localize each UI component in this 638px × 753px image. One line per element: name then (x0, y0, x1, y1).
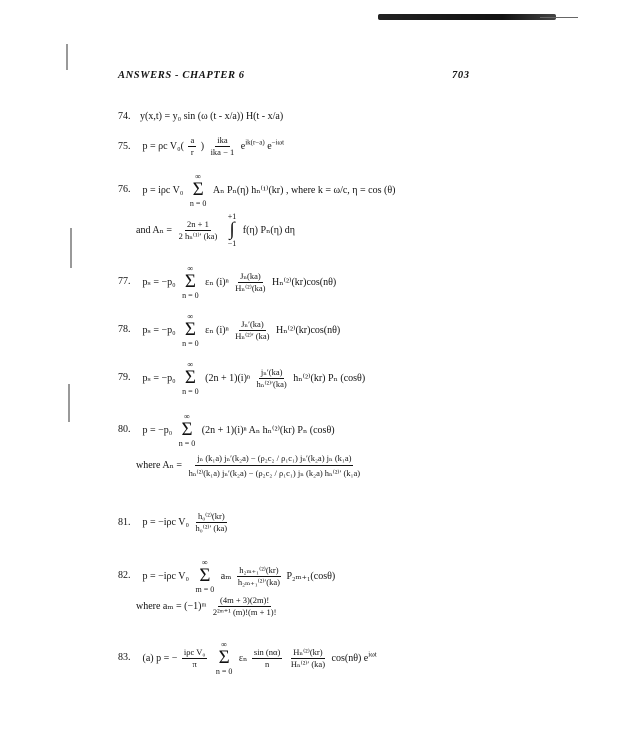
margin-mark (70, 228, 72, 268)
numerator: a (190, 135, 195, 145)
equation-81 (118, 512, 231, 533)
margin-mark (68, 384, 70, 422)
summation (196, 558, 215, 594)
exponent: ik(r−a) (245, 138, 265, 147)
fraction (187, 452, 363, 479)
equation-term: εₙ (i)ⁿ (205, 276, 229, 288)
equation-number: 79. (118, 372, 131, 384)
equation-75 (118, 136, 284, 157)
sum-lower: n = 0 (215, 667, 233, 676)
base: e (264, 141, 272, 152)
denominator: π (192, 658, 197, 669)
sigma-symbol: Σ (192, 179, 204, 200)
summation (182, 360, 199, 396)
chapter-header: ANSWERS - CHAPTER 6 (118, 70, 245, 81)
equation-76 (118, 172, 395, 208)
fraction (211, 596, 279, 617)
numerator: Hₙ⁽²⁾(kr) (293, 646, 323, 657)
exponent: −iωt (271, 138, 285, 147)
paren: ) (200, 141, 205, 152)
equation-number: 74. (118, 111, 131, 122)
integral-symbol: ∫ (229, 219, 235, 240)
equation-77 (118, 264, 336, 300)
equation-text: y(x,t) = y₀ sin (ω (t - x/a)) H(t - x/a) (140, 111, 284, 122)
numerator: Jₙ′(ka) (241, 318, 264, 329)
numerator: Jₙ(ka) (240, 270, 261, 281)
sum-upper: ∞ (195, 172, 201, 181)
summation (190, 172, 207, 208)
denominator: Hₙ⁽²⁾(ka) (235, 282, 266, 293)
exponential (331, 650, 377, 664)
equation-80 (118, 412, 335, 448)
summation (182, 312, 199, 348)
integral-upper: +1 (227, 212, 237, 221)
denominator: hₙ⁽²⁾(k₁a) jₙ′(k₂a) − (ρ₂c₂ / ρ₁c₁) jₙ (k₂a) hₙ⁽²⁾′ (k₁a) (188, 468, 361, 478)
base: e (240, 141, 246, 152)
equation-lhs: p = iρc V₀ (142, 184, 184, 196)
scan-artifact-bar (378, 14, 556, 20)
equation-lhs: p = −iρc V₀ (142, 517, 190, 528)
denominator: r (190, 147, 194, 157)
sum-lower: n = 0 (182, 291, 199, 300)
summation (216, 640, 233, 676)
equation-body: Aₙ Pₙ(η) hₙ⁽¹⁾(kr) , where k = ω/c, η = cos (θ) (212, 184, 396, 196)
equation-82 (118, 558, 335, 594)
equation-term: Hₙ⁽²⁾(kr)cos(nθ) (276, 324, 341, 336)
sum-lower: n = 0 (178, 439, 196, 448)
fraction (233, 320, 271, 341)
equation-term: P₂ₘ₊₁(cosθ) (286, 570, 336, 582)
equation-lhs: p = −iρc V₀ (142, 570, 190, 582)
fraction (194, 512, 230, 533)
denominator: 2 hₙ⁽¹⁾′ (ka) (178, 230, 218, 241)
integrand: f(η) Pₙ(η) dη (242, 224, 296, 236)
denominator: Hₙ⁽²⁾′ (ka) (235, 330, 270, 341)
fraction (182, 648, 207, 669)
equation-lhs: (a) p = − (142, 652, 178, 664)
sigma-symbol: Σ (218, 647, 230, 668)
equation-term: (2n + 1)(i)ⁿ (205, 372, 251, 384)
fraction (209, 136, 237, 157)
numerator: h₀⁽²⁾(kr) (197, 511, 225, 521)
fraction (177, 220, 220, 241)
denominator: h₀⁽²⁾′ (ka) (195, 523, 228, 533)
sum-upper: ∞ (221, 640, 227, 649)
scan-artifact-line (540, 17, 578, 18)
numerator: jₙ′(ka) (260, 366, 283, 377)
base: cos(nθ) e (331, 652, 369, 664)
equation-lhs: pₛ = −p₀ (142, 324, 176, 336)
equation-74 (118, 111, 283, 122)
sigma-symbol: Σ (199, 565, 211, 586)
numerator: h₂ₘ₊₁⁽²⁾(kr) (239, 564, 279, 575)
equation-body: (2n + 1)(i)ⁿ Aₙ hₙ⁽²⁾(kr) Pₙ (cosθ) (201, 424, 335, 436)
numerator: (4m + 3)(2m)! (220, 595, 270, 605)
equation-number: 80. (118, 424, 131, 436)
fraction (289, 648, 327, 669)
fraction (233, 272, 267, 293)
sum-lower: m = 0 (195, 585, 215, 594)
equation-number: 78. (118, 324, 131, 336)
equation-lhs: p = −p₀ (142, 424, 173, 436)
denominator: n (264, 658, 270, 669)
denominator: hₙ⁽²⁾′(ka) (256, 378, 287, 389)
sum-lower: n = 0 (182, 339, 199, 348)
equation-79 (118, 360, 365, 396)
equation-number: 82. (118, 570, 131, 582)
integral (228, 212, 237, 248)
numerator: 2n + 1 (187, 218, 209, 229)
equation-lhs: p = ρc V₀( (142, 141, 184, 152)
sigma-symbol: Σ (184, 367, 196, 388)
equation-lhs: pₛ = −p₀ (142, 276, 176, 288)
page-number: 703 (452, 70, 470, 81)
label: and Aₙ = (136, 224, 173, 236)
equation-83 (118, 640, 377, 676)
equation-term: aₘ (220, 570, 232, 582)
margin-mark (66, 44, 68, 70)
equation-term: εₙ (238, 652, 248, 664)
numerator: iρc V₀ (183, 646, 206, 657)
exponential (240, 138, 285, 152)
denominator: ika − 1 (210, 147, 235, 157)
sigma-symbol: Σ (184, 319, 196, 340)
summation (182, 264, 199, 300)
sigma-symbol: Σ (184, 271, 196, 292)
integral-lower: −1 (227, 239, 237, 248)
equation-term: Hₙ⁽²⁾(kr)cos(nθ) (272, 276, 337, 288)
label: where Aₙ = (136, 460, 183, 471)
equation-number: 83. (118, 652, 131, 664)
exponent: iωt (368, 650, 377, 659)
label: where aₘ = (−1)ᵐ (136, 601, 207, 612)
equation-82-coef (136, 596, 280, 617)
sum-upper: ∞ (187, 312, 194, 321)
denominator: 2²ᵐ⁺¹ (m)!(m + 1)! (212, 607, 277, 617)
sum-lower: n = 0 (189, 199, 207, 208)
equation-term: hₙ⁽²⁾(kr) Pₙ (cosθ) (293, 372, 366, 384)
sum-upper: ∞ (202, 558, 208, 567)
sum-upper: ∞ (184, 412, 190, 421)
equation-80-coef (136, 452, 364, 479)
fraction (255, 368, 289, 389)
denominator: Hₙ⁽²⁾′ (ka) (290, 658, 326, 669)
equation-78 (118, 312, 340, 348)
summation (179, 412, 196, 448)
fraction (236, 566, 282, 587)
equation-number: 77. (118, 276, 131, 288)
equation-76-coef (136, 212, 295, 248)
sum-upper: ∞ (187, 360, 194, 369)
denominator: h₂ₘ₊₁⁽²⁾′(ka) (237, 576, 280, 587)
equation-term: εₙ (i)ⁿ (205, 324, 229, 336)
numerator: ika (217, 135, 228, 145)
sum-lower: n = 0 (182, 387, 199, 396)
equation-lhs: pₛ = −p₀ (142, 372, 176, 384)
sum-upper: ∞ (187, 264, 194, 273)
numerator: sin (nα) (253, 646, 281, 657)
numerator: jₙ (k₁a) jₙ′(k₂a) − (ρ₂c₂ / ρ₁c₁) jₙ′(k₂a) jₙ (k₁a) (195, 452, 353, 466)
equation-number: 76. (118, 184, 131, 196)
equation-number: 75. (118, 140, 131, 152)
equation-number: 81. (118, 516, 131, 528)
sigma-symbol: Σ (181, 419, 193, 440)
fraction (188, 136, 196, 157)
fraction (252, 648, 282, 669)
